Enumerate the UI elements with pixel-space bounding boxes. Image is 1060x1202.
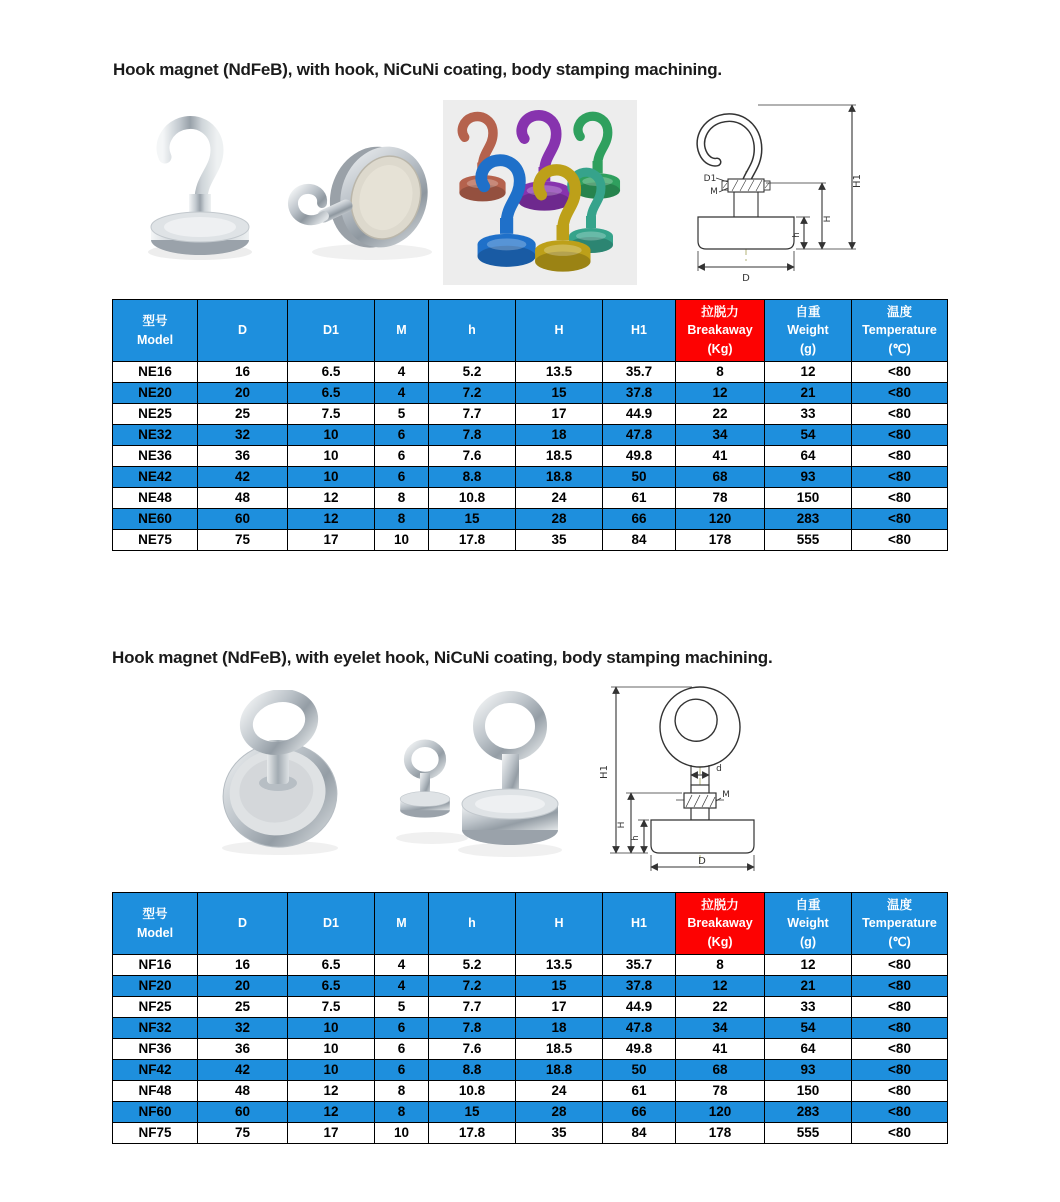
table-cell: 41 bbox=[676, 1039, 765, 1060]
table-row bbox=[113, 362, 948, 383]
table-cell: 48 bbox=[198, 1081, 288, 1102]
column-header: M bbox=[375, 893, 429, 955]
table-cell: <80 bbox=[852, 1123, 948, 1144]
table-cell: 17.8 bbox=[429, 1123, 516, 1144]
table-cell: 7.5 bbox=[288, 404, 375, 425]
table-cell: 22 bbox=[676, 997, 765, 1018]
table-cell: NE48 bbox=[113, 488, 198, 509]
table-cell: 78 bbox=[676, 488, 765, 509]
table-row bbox=[113, 1102, 948, 1123]
table-cell: 68 bbox=[676, 1060, 765, 1081]
table-cell: 18 bbox=[516, 425, 603, 446]
photo-hook-magnet-upright bbox=[125, 100, 275, 270]
table-cell: 21 bbox=[765, 383, 852, 404]
table-cell: 64 bbox=[765, 1039, 852, 1060]
table-cell: 8 bbox=[375, 488, 429, 509]
column-header: 温度 Temperature (℃) bbox=[852, 893, 948, 955]
table-cell: 21 bbox=[765, 976, 852, 997]
table-cell: 35.7 bbox=[603, 955, 676, 976]
table-cell: 120 bbox=[676, 509, 765, 530]
dim-label-H: H bbox=[617, 821, 627, 829]
table-cell: 6 bbox=[375, 1039, 429, 1060]
table-cell: 555 bbox=[765, 530, 852, 551]
photo-eyelet-magnet-pair bbox=[380, 690, 565, 870]
table-row bbox=[113, 1123, 948, 1144]
table-cell: NF32 bbox=[113, 1018, 198, 1039]
table-cell: <80 bbox=[852, 425, 948, 446]
column-header: D bbox=[198, 300, 288, 362]
dim-label-h1: H1 bbox=[852, 174, 863, 188]
table-cell: 61 bbox=[603, 488, 676, 509]
column-header: D bbox=[198, 893, 288, 955]
table-cell: 35.7 bbox=[603, 362, 676, 383]
table-cell: 12 bbox=[288, 1081, 375, 1102]
table-cell: 24 bbox=[516, 1081, 603, 1102]
table-cell: <80 bbox=[852, 467, 948, 488]
table-cell: 283 bbox=[765, 509, 852, 530]
dim-label-m: M bbox=[710, 187, 718, 197]
dim-label-h: h bbox=[631, 835, 641, 841]
drawing-eyelet-magnet-dimensions bbox=[588, 675, 806, 880]
table-cell: 6 bbox=[375, 1018, 429, 1039]
table-cell: 37.8 bbox=[603, 976, 676, 997]
table-cell: 22 bbox=[676, 404, 765, 425]
table-cell: 28 bbox=[516, 509, 603, 530]
table-cell: 8 bbox=[375, 1102, 429, 1123]
table-cell: 8.8 bbox=[429, 467, 516, 488]
pot-outline bbox=[651, 820, 754, 853]
table-cell: 48 bbox=[198, 488, 288, 509]
table-cell: 8.8 bbox=[429, 1060, 516, 1081]
table-cell: 4 bbox=[375, 976, 429, 997]
column-header: 拉脱力 Breakaway (Kg) bbox=[676, 300, 765, 362]
table-cell: 7.2 bbox=[429, 383, 516, 404]
table-cell: 17 bbox=[516, 404, 603, 425]
column-header: H bbox=[516, 893, 603, 955]
column-header: 拉脱力 Breakaway (Kg) bbox=[676, 893, 765, 955]
table-cell: 17.8 bbox=[429, 530, 516, 551]
table-cell: 12 bbox=[288, 509, 375, 530]
table-cell: 13.5 bbox=[516, 955, 603, 976]
table-cell: 5.2 bbox=[429, 955, 516, 976]
table-cell: 6.5 bbox=[288, 362, 375, 383]
table-cell: 34 bbox=[676, 1018, 765, 1039]
table-cell: 33 bbox=[765, 997, 852, 1018]
photo-hook-magnet-side bbox=[272, 132, 440, 267]
table-cell: 12 bbox=[288, 488, 375, 509]
table-row bbox=[113, 1039, 948, 1060]
table-cell: <80 bbox=[852, 1060, 948, 1081]
table-cell: 4 bbox=[375, 955, 429, 976]
table-cell: 54 bbox=[765, 425, 852, 446]
table-cell: 7.8 bbox=[429, 425, 516, 446]
table-cell: 64 bbox=[765, 446, 852, 467]
table-cell: 6 bbox=[375, 467, 429, 488]
table-cell: NE42 bbox=[113, 467, 198, 488]
table-cell: 37.8 bbox=[603, 383, 676, 404]
table-cell: 35 bbox=[516, 530, 603, 551]
table-cell: 47.8 bbox=[603, 425, 676, 446]
table-cell: 49.8 bbox=[603, 1039, 676, 1060]
table-cell: 7.2 bbox=[429, 976, 516, 997]
column-header: D1 bbox=[288, 300, 375, 362]
table-cell: NF75 bbox=[113, 1123, 198, 1144]
table-row bbox=[113, 1081, 948, 1102]
table-cell: 84 bbox=[603, 1123, 676, 1144]
table-cell: 7.6 bbox=[429, 446, 516, 467]
table-cell: 10 bbox=[375, 1123, 429, 1144]
table-cell: NE16 bbox=[113, 362, 198, 383]
table-cell: NF60 bbox=[113, 1102, 198, 1123]
table-cell: 42 bbox=[198, 467, 288, 488]
table-cell: 12 bbox=[676, 976, 765, 997]
table-cell: <80 bbox=[852, 1081, 948, 1102]
column-header: 自重 Weight (g) bbox=[765, 893, 852, 955]
spec-table-ne bbox=[112, 299, 948, 551]
spec-table-nf bbox=[112, 892, 948, 1144]
table-cell: NF48 bbox=[113, 1081, 198, 1102]
table-cell: 36 bbox=[198, 1039, 288, 1060]
table-cell: NF16 bbox=[113, 955, 198, 976]
table-cell: NE32 bbox=[113, 425, 198, 446]
table-cell: 78 bbox=[676, 1081, 765, 1102]
dim-label-d1: D1 bbox=[703, 174, 717, 184]
table-cell: 44.9 bbox=[603, 997, 676, 1018]
table-cell: 6 bbox=[375, 446, 429, 467]
table-cell: 283 bbox=[765, 1102, 852, 1123]
table-cell: <80 bbox=[852, 997, 948, 1018]
table-cell: <80 bbox=[852, 446, 948, 467]
table-cell: <80 bbox=[852, 509, 948, 530]
table-cell: 49.8 bbox=[603, 446, 676, 467]
column-header: D1 bbox=[288, 893, 375, 955]
table-cell: 6.5 bbox=[288, 955, 375, 976]
table-cell: 84 bbox=[603, 530, 676, 551]
photo-eyelet-magnet-single bbox=[205, 690, 365, 860]
column-header: h bbox=[429, 893, 516, 955]
table-cell: 5 bbox=[375, 997, 429, 1018]
table-cell: 12 bbox=[765, 362, 852, 383]
table-cell: 35 bbox=[516, 1123, 603, 1144]
table-cell: 7.5 bbox=[288, 997, 375, 1018]
table-cell: 7.7 bbox=[429, 997, 516, 1018]
table-cell: 4 bbox=[375, 362, 429, 383]
table-cell: 15 bbox=[429, 509, 516, 530]
table-cell: 15 bbox=[429, 1102, 516, 1123]
dim-label-D: D bbox=[698, 856, 706, 867]
table-cell: 10 bbox=[288, 467, 375, 488]
table-row bbox=[113, 488, 948, 509]
table-cell: 32 bbox=[198, 1018, 288, 1039]
table-row bbox=[113, 1060, 948, 1081]
table-cell: 8 bbox=[375, 1081, 429, 1102]
table-cell: 25 bbox=[198, 404, 288, 425]
shadow-large bbox=[458, 843, 562, 857]
table-cell: 18.8 bbox=[516, 467, 603, 488]
table-cell: <80 bbox=[852, 488, 948, 509]
table-cell: 28 bbox=[516, 1102, 603, 1123]
table-cell: 25 bbox=[198, 997, 288, 1018]
dim-label-d: d bbox=[716, 764, 722, 774]
table-row bbox=[113, 976, 948, 997]
table-cell: 75 bbox=[198, 1123, 288, 1144]
table-cell: NF42 bbox=[113, 1060, 198, 1081]
table-row bbox=[113, 1018, 948, 1039]
hook-shape bbox=[163, 122, 217, 200]
table-cell: 10.8 bbox=[429, 488, 516, 509]
table-cell: 17 bbox=[288, 530, 375, 551]
table-cell: 10 bbox=[288, 1039, 375, 1060]
table-cell: 10 bbox=[288, 1060, 375, 1081]
table-cell: 18 bbox=[516, 1018, 603, 1039]
table-cell: 42 bbox=[198, 1060, 288, 1081]
column-header: H1 bbox=[603, 893, 676, 955]
table-cell: 93 bbox=[765, 467, 852, 488]
table-cell: 178 bbox=[676, 530, 765, 551]
table-cell: 8 bbox=[375, 509, 429, 530]
table-cell: 66 bbox=[603, 509, 676, 530]
table-cell: 17 bbox=[288, 1123, 375, 1144]
table-cell: 66 bbox=[603, 1102, 676, 1123]
table-cell: 20 bbox=[198, 976, 288, 997]
section2-heading: Hook magnet (NdFeB), with eyelet hook, NiCuNi coating, body stamping machining. bbox=[112, 648, 773, 667]
table-cell: 50 bbox=[603, 467, 676, 488]
table-cell: 16 bbox=[198, 362, 288, 383]
table-cell: 17 bbox=[516, 997, 603, 1018]
table-cell: 555 bbox=[765, 1123, 852, 1144]
table-cell: <80 bbox=[852, 955, 948, 976]
table-cell: 68 bbox=[676, 467, 765, 488]
table-cell: 15 bbox=[516, 976, 603, 997]
eyelet-magnet-small bbox=[400, 743, 450, 817]
table-cell: 13.5 bbox=[516, 362, 603, 383]
column-header: 型号 Model bbox=[113, 300, 198, 362]
table-cell: 10 bbox=[288, 1018, 375, 1039]
dim-label-H: H bbox=[823, 215, 833, 223]
table-cell: <80 bbox=[852, 1039, 948, 1060]
table-cell: 6 bbox=[375, 425, 429, 446]
table-cell: 61 bbox=[603, 1081, 676, 1102]
nut-outline bbox=[728, 179, 764, 192]
table-cell: 7.7 bbox=[429, 404, 516, 425]
table-cell: 7.6 bbox=[429, 1039, 516, 1060]
column-header: H1 bbox=[603, 300, 676, 362]
table-cell: 18.5 bbox=[516, 446, 603, 467]
table-cell: 4 bbox=[375, 383, 429, 404]
table-row bbox=[113, 446, 948, 467]
table-cell: 12 bbox=[676, 383, 765, 404]
table-cell: <80 bbox=[852, 1018, 948, 1039]
table-row bbox=[113, 383, 948, 404]
table-cell: 36 bbox=[198, 446, 288, 467]
table-cell: 18.8 bbox=[516, 1060, 603, 1081]
section1-heading: Hook magnet (NdFeB), with hook, NiCuNi coating, body stamping machining. bbox=[113, 60, 722, 79]
table-cell: 60 bbox=[198, 1102, 288, 1123]
eyelet-ring bbox=[241, 690, 318, 755]
table-cell: 50 bbox=[603, 1060, 676, 1081]
eyelet-outline bbox=[654, 681, 747, 774]
hook-shape bbox=[293, 189, 324, 220]
drawing-hook-magnet-dimensions bbox=[662, 95, 870, 285]
header-row bbox=[113, 300, 948, 362]
column-header: M bbox=[375, 300, 429, 362]
table-cell: NE36 bbox=[113, 446, 198, 467]
table-cell: <80 bbox=[852, 362, 948, 383]
table-cell: 5 bbox=[375, 404, 429, 425]
table-cell: 75 bbox=[198, 530, 288, 551]
table-cell: 15 bbox=[516, 383, 603, 404]
table-row bbox=[113, 955, 948, 976]
dim-label-D: D bbox=[742, 273, 750, 284]
table-cell: 10.8 bbox=[429, 1081, 516, 1102]
table-cell: 10 bbox=[288, 425, 375, 446]
table-cell: 12 bbox=[288, 1102, 375, 1123]
table-cell: NE60 bbox=[113, 509, 198, 530]
table-cell: 8 bbox=[676, 362, 765, 383]
table-row bbox=[113, 530, 948, 551]
table-cell: 178 bbox=[676, 1123, 765, 1144]
table-cell: NF20 bbox=[113, 976, 198, 997]
column-header: 型号 Model bbox=[113, 893, 198, 955]
table-cell: 33 bbox=[765, 404, 852, 425]
table-cell: 6 bbox=[375, 1060, 429, 1081]
table-row bbox=[113, 404, 948, 425]
table-cell: <80 bbox=[852, 530, 948, 551]
column-header: 温度 Temperature (℃) bbox=[852, 300, 948, 362]
table-cell: NF36 bbox=[113, 1039, 198, 1060]
table-cell: 60 bbox=[198, 509, 288, 530]
table-cell: 120 bbox=[676, 1102, 765, 1123]
table-cell: 44.9 bbox=[603, 404, 676, 425]
table-cell: 6.5 bbox=[288, 976, 375, 997]
dim-label-h1: H1 bbox=[599, 765, 610, 779]
table-cell: 18.5 bbox=[516, 1039, 603, 1060]
table-cell: 24 bbox=[516, 488, 603, 509]
table-cell: 93 bbox=[765, 1060, 852, 1081]
table-cell: <80 bbox=[852, 383, 948, 404]
table-cell: NE75 bbox=[113, 530, 198, 551]
table-cell: 16 bbox=[198, 955, 288, 976]
stem-outline bbox=[734, 192, 758, 217]
table-cell: 47.8 bbox=[603, 1018, 676, 1039]
table-cell: <80 bbox=[852, 976, 948, 997]
table-cell: 10 bbox=[375, 530, 429, 551]
table-cell: 10 bbox=[288, 446, 375, 467]
table-row bbox=[113, 509, 948, 530]
base-top-highlight bbox=[164, 217, 236, 237]
table-cell: NE25 bbox=[113, 404, 198, 425]
magnet-disc bbox=[318, 133, 439, 260]
column-header: h bbox=[429, 300, 516, 362]
table-row bbox=[113, 425, 948, 446]
dim-label-h: h bbox=[792, 232, 802, 238]
column-header: 自重 Weight (g) bbox=[765, 300, 852, 362]
table-cell: 34 bbox=[676, 425, 765, 446]
table-cell: 32 bbox=[198, 425, 288, 446]
table-cell: 5.2 bbox=[429, 362, 516, 383]
table-cell: 20 bbox=[198, 383, 288, 404]
table-cell: 12 bbox=[765, 955, 852, 976]
table-cell: 150 bbox=[765, 1081, 852, 1102]
shadow-small bbox=[396, 832, 468, 844]
table-cell: <80 bbox=[852, 1102, 948, 1123]
table-cell: 8 bbox=[676, 955, 765, 976]
table-cell: <80 bbox=[852, 404, 948, 425]
table-row bbox=[113, 467, 948, 488]
column-header: H bbox=[516, 300, 603, 362]
table-cell: 6.5 bbox=[288, 383, 375, 404]
eyelet-magnet-large bbox=[462, 697, 558, 845]
table-cell: 41 bbox=[676, 446, 765, 467]
table-cell: 7.8 bbox=[429, 1018, 516, 1039]
header-row bbox=[113, 893, 948, 955]
pot-outline bbox=[698, 217, 794, 249]
table-cell: NF25 bbox=[113, 997, 198, 1018]
dim-label-m: M bbox=[722, 790, 730, 800]
table-row bbox=[113, 997, 948, 1018]
table-cell: 54 bbox=[765, 1018, 852, 1039]
table-cell: NE20 bbox=[113, 383, 198, 404]
table-cell: 150 bbox=[765, 488, 852, 509]
photo-colorful-hook-magnets bbox=[443, 100, 637, 285]
